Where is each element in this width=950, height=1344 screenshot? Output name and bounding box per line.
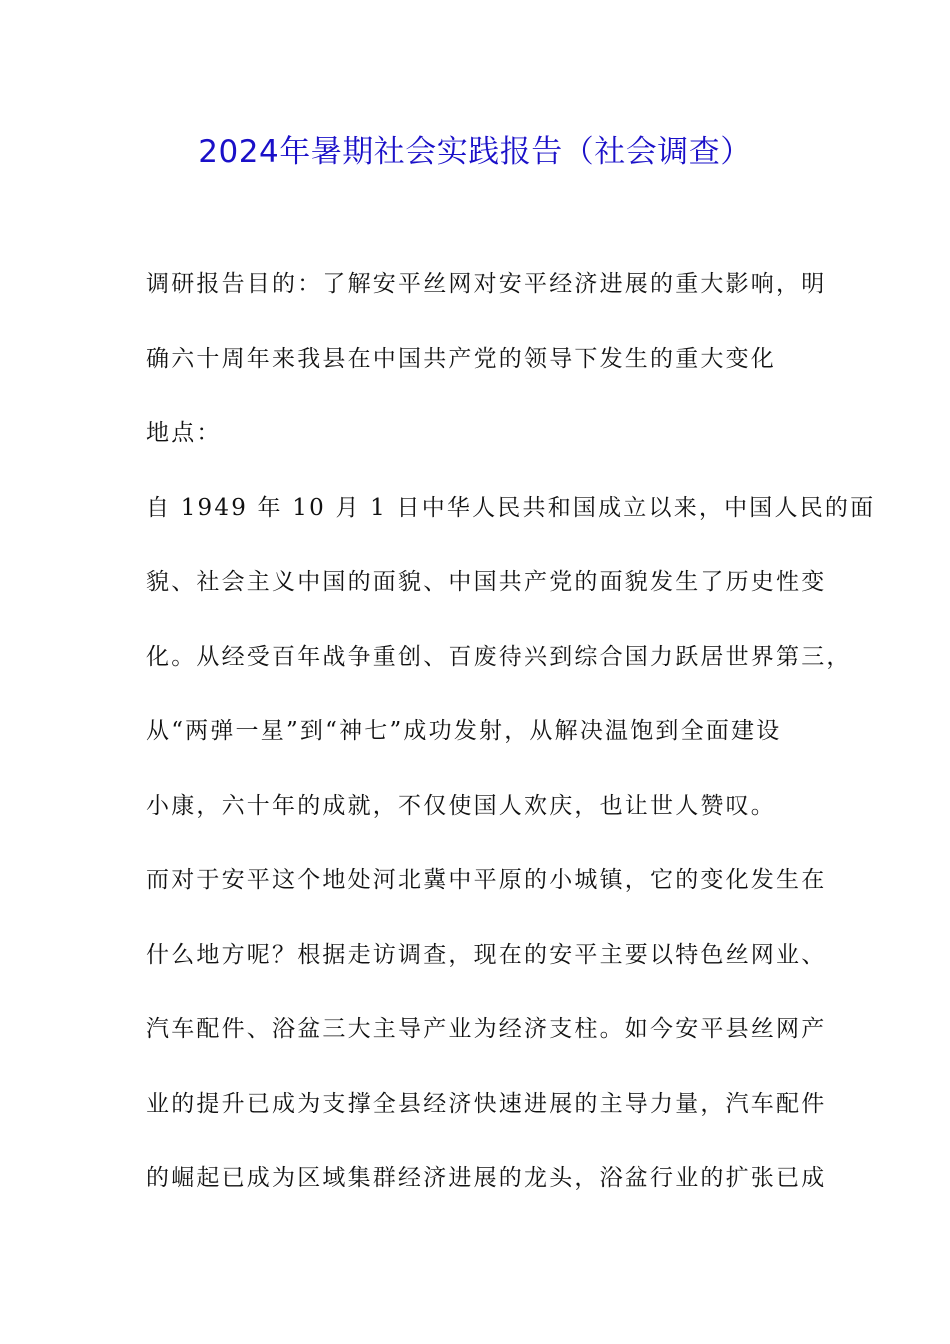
body-line-5: 貌、社会主义中国的面貌、中国共产党的面貌发生了历史性变: [146, 569, 827, 595]
body-line-12: 业的提升已成为支撑全县经济快速进展的主导力量，汽车配件: [146, 1090, 827, 1117]
body-line-9: 而对于安平这个地处河北冀中平原的小城镇，它的变化发生在: [146, 867, 827, 893]
body-line-11: 汽车配件、浴盆三大主导产业为经济支柱。如今安平县丝网产: [146, 1016, 827, 1042]
body-line-13: 的崛起已成为区域集群经济进展的龙头，浴盆行业的扩张已成: [146, 1165, 827, 1191]
body-line-1: 调研报告目的：了解安平丝网对安平经济进展的重大影响，明: [146, 271, 827, 297]
body-line-4: 自 1949 年 10 月 1 日中华人民共和国成立以来，中国人民的面: [146, 494, 876, 521]
body-line-10: 什么地方呢？根据走访调查，现在的安平主要以特色丝网业、: [146, 941, 827, 968]
body-line-7: 从“两弹一星”到“神七”成功发射，从解决温饱到全面建设: [146, 718, 782, 744]
body-line-3: 地点：: [146, 420, 222, 446]
body-line-6: 化。从经受百年战争重创、百废待兴到综合国力跃居世界第三，: [146, 643, 852, 670]
document-body: [146, 264, 876, 1233]
body-line-2: 确六十周年来我县在中国共产党的领导下发生的重大变化: [146, 345, 776, 372]
body-line-8: 小康，六十年的成就，不仅使国人欢庆，也让世人赞叹。: [146, 792, 776, 819]
document-title: 2024年暑期社会实践报告（社会调查）: [198, 134, 752, 170]
